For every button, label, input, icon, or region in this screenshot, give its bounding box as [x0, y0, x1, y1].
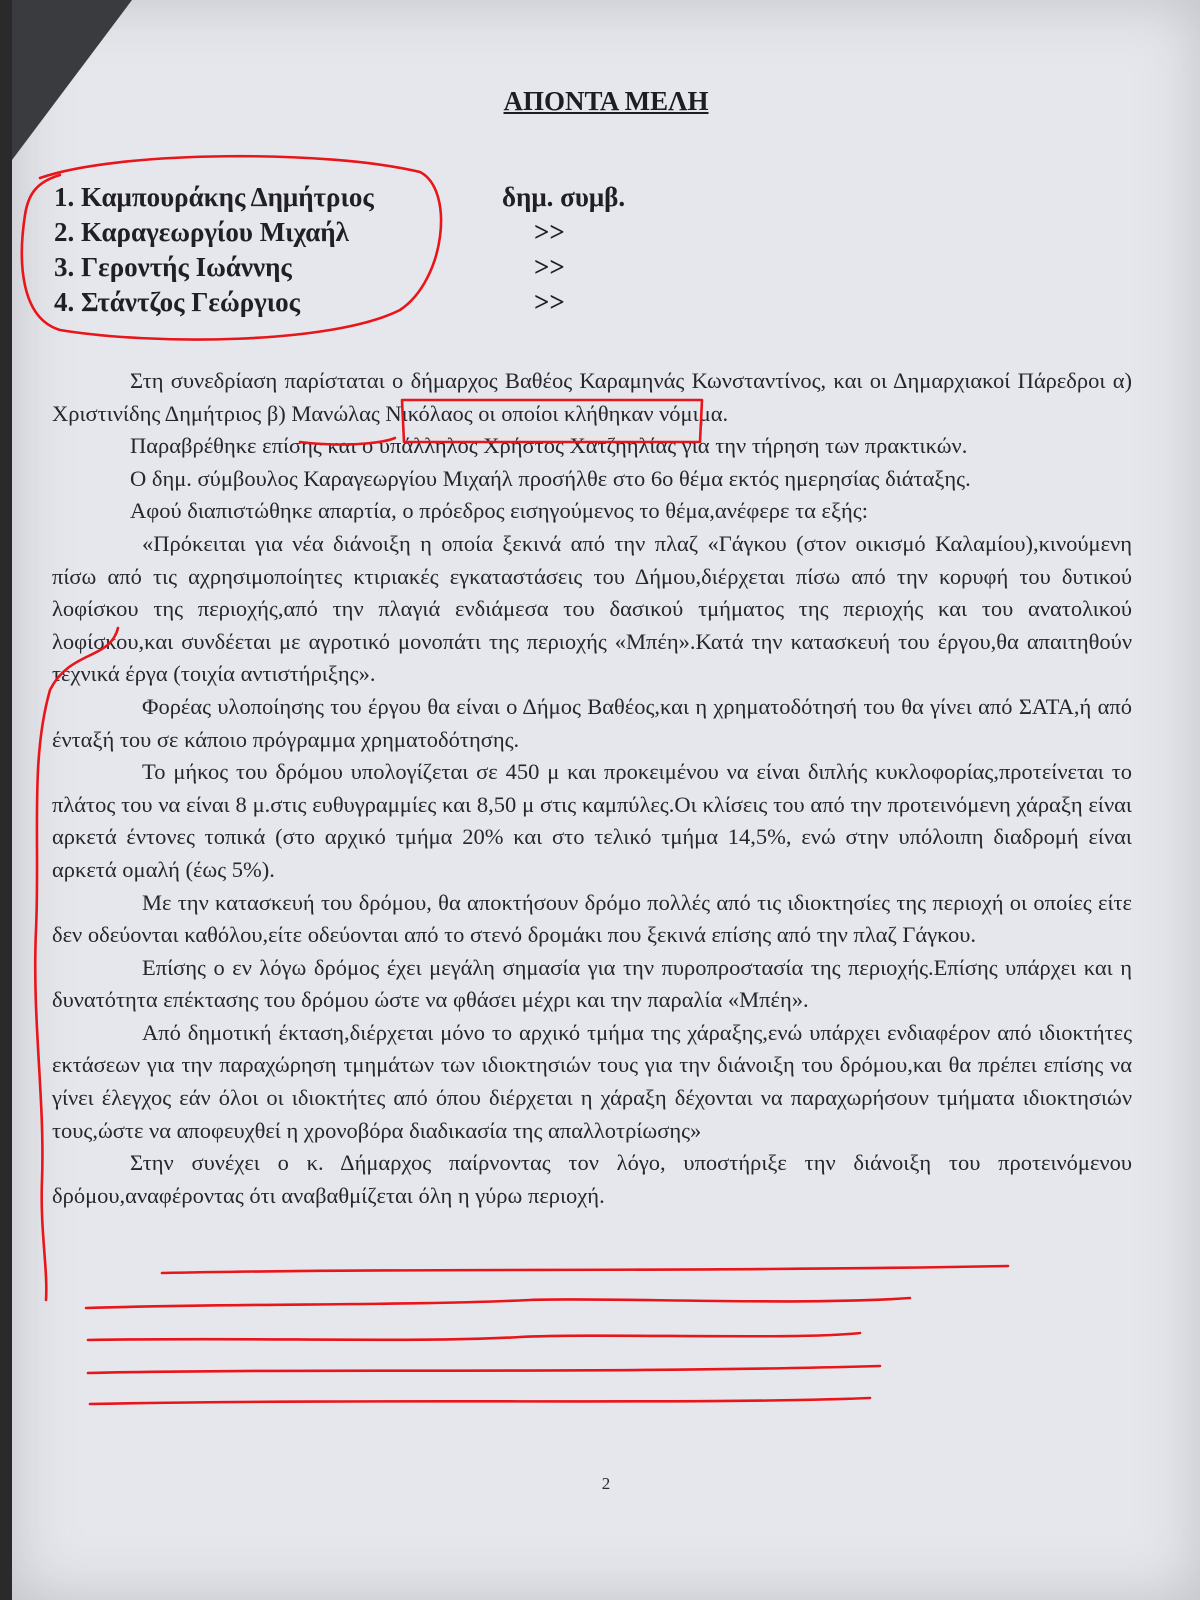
- member-row: [54, 287, 674, 322]
- member-role: >>: [534, 217, 565, 247]
- page-number: 2: [601, 1474, 611, 1493]
- paragraph: Από δημοτική έκταση,διέρχεται μόνο το αρχικό τμήμα της χάραξης,ενώ υπάρχει ενδιαφέρον από ιδιοκτήτες εκτάσεων για την παραχώρηση τμημάτων των ιδιοκτησιών τους για την διάνοιξη του δρόμου,και θα πρέπει επίσης να γίνει έλεγχος εάν όλοι οι ιδιοκτήτες από όπου διέρχεται η χάραξη δέχονται να παραχωρήσουν τμήματα ιδιοκτησιών τους,ώστε να αποφευχθεί η χρονοβόρα διαδικασία της απαλλοτρίωσης»: [52, 1019, 1132, 1143]
- page-fold-shadow: [12, 0, 132, 160]
- absent-members-list: [54, 182, 674, 322]
- paragraph: «Πρόκειται για νέα διάνοιξη η οποία ξεκινά από την πλαζ «Γάγκου (στον οικισμό Καλαμίου),κινούμενη πίσω από τις αχρησιμοποίητες κτιριακές εγκαταστάσεις του Δήμου,διέρχεται πίσω από την κορυφή του δυτικού λοφίσκου της περιοχής,από την πλαγιά ενδιάμεσα του δασικού τμήματος της περιοχής και του ανατολικού λοφίσκου,και συνδέεται με αγροτικό μονοπάτι της περιοχής «Μπέη».Κατά την κατασκευή του έργου,θα απαιτηθούν τεχνικά έργα (τοιχία αντιστήριξης».: [52, 530, 1132, 687]
- member-name: 2. Καραγεωργίου Μιχαήλ: [54, 217, 349, 247]
- member-name: 1. Καμπουράκης Δημήτριος: [54, 182, 374, 212]
- paragraph: Παραβρέθηκε επίσης και ο υπάλληλος Χρήστος Χατζηηλίας για την τήρηση των πρακτικών.: [130, 433, 968, 459]
- member-role: >>: [534, 252, 565, 282]
- paragraph: Επίσης ο εν λόγω δρόμος έχει μεγάλη σημασία για την πυροπροστασία της περιοχής.Επίσης υπάρχει και η δυνατότητα επέκτασης του δρόμου ώστε να φθάσει μέχρι και την παραλία «Μπέη».: [52, 954, 1132, 1013]
- minutes-body: [52, 365, 1132, 1212]
- paragraph: Στη συνεδρίαση παρίσταται ο δήμαρχος Βαθέος Καραμηνάς Κωνσταντίνος, και οι Δημαρχιακοί Πάρεδροι α) Χριστινίδης Δημήτριος β) Μανώλας Νικόλαος οι οποίοι κλήθηκαν νόμιμα.: [52, 368, 1132, 426]
- paragraph: Αφού διαπιστώθηκε απαρτία, ο πρόεδρος εισηγούμενος το θέμα,ανέφερε τα εξής:: [130, 498, 868, 524]
- member-role: >>: [534, 287, 565, 317]
- member-row: [54, 182, 674, 217]
- document-page: [12, 0, 1200, 1600]
- paragraph: Με την κατασκευή του δρόμου, θα αποκτήσουν δρόμο πολλές από τις ιδιοκτησίες της περιοχή οι οποίες είτε δεν οδεύονται καθόλου,είτε οδεύονται από το στενό δρομάκι που ξεκινά επίσης από την πλαζ Γάγκου.: [52, 889, 1132, 948]
- member-row: [54, 252, 674, 287]
- paragraph: Το μήκος του δρόμου υπολογίζεται σε 450 μ και προκειμένου να είναι διπλής κυκλοφορίας,προτείνεται το πλάτος του να είναι 8 μ.στις ευθυγραμμίες και 8,50 μ στις καμπύλες.Οι κλίσεις του από την προτεινόμενη χάραξη είναι αρκετά έντονες τοπικά (στο αρχικό τμήμα 20% και στο τελικό τμήμα 14,5%, ενώ στην υπόλοιπη διαδρομή είναι αρκετά ομαλή (έως 5%).: [52, 759, 1132, 882]
- member-role: δημ. συμβ.: [502, 182, 626, 212]
- paragraph: Φορέας υλοποίησης του έργου θα είναι ο Δήμος Βαθέος,και η χρηματοδότησή του θα γίνει από ΣΑΤΑ,ή από ένταξή του σε κάποιο πρόγραμμα χρηματοδότησης.: [52, 693, 1132, 752]
- paragraph: Ο δημ. σύμβουλος Καραγεωργίου Μιχαήλ προσήλθε στο 6ο θέμα εκτός ημερησίας διάταξης.: [130, 465, 971, 491]
- paragraph: Στην συνέχει ο κ. Δήμαρχος παίρνοντας τον λόγο, υποστήριξε την διάνοιξη του προτεινόμενου δρόμου,αναφέροντας ότι αναβαθμίζεται όλη η γύρω περιοχή.: [52, 1150, 1132, 1208]
- member-row: [54, 217, 674, 252]
- member-name: 4. Στάντζος Γεώργιος: [54, 287, 301, 317]
- member-name: 3. Γεροντής Ιωάννης: [54, 252, 292, 282]
- page-title: ΑΠΟΝΤΑ ΜΕΛΗ: [503, 86, 709, 116]
